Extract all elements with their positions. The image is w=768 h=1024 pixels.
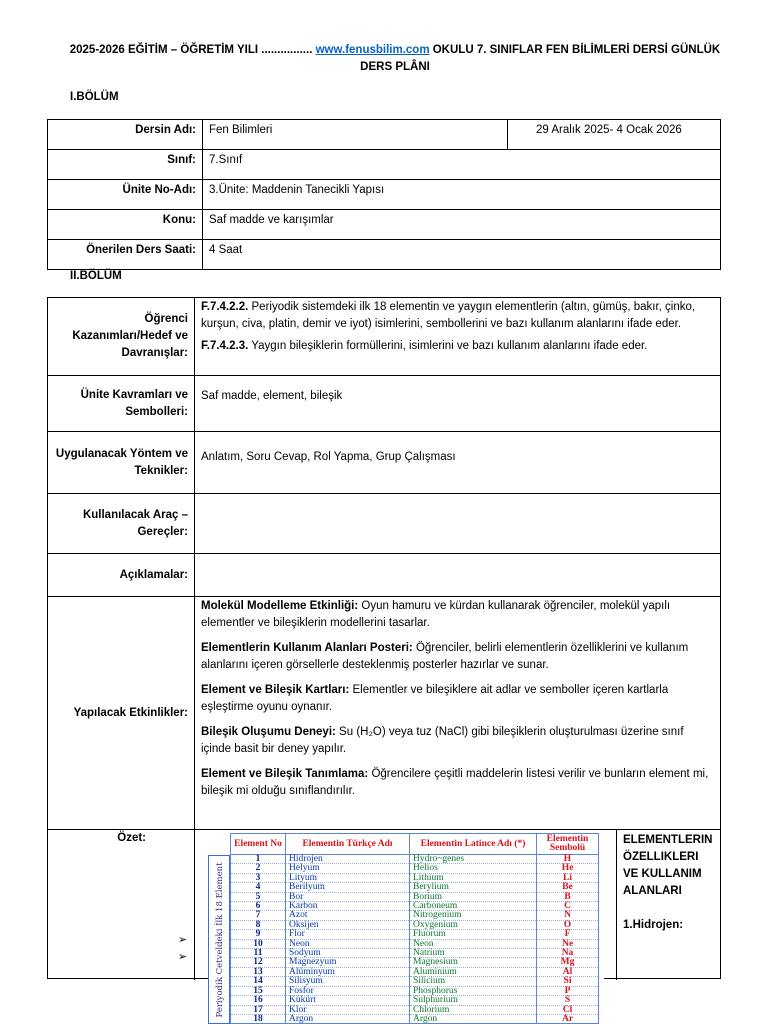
element-cell-sy: P [537,986,599,995]
element-cell-la: Lithium [410,873,537,882]
col-header-turkish: Elementin Türkçe Adı [286,834,410,855]
element-cell-la: Silicium [410,977,537,986]
activity-3-text: Elementler ve bileşiklere ait adlar ve semboller içeren kartlarla eşleştirme oyunu oynanır. [201,684,669,713]
title-text-2: OKULU 7. SINIFLAR FEN BİLİMLERİ DERSİ GÜNLÜK [429,44,721,56]
element-cell-tr: Neon [286,939,410,948]
unit-label: Ünite No-Adı: [48,180,203,210]
element-cell-la: Helios [410,864,537,873]
element-cell-tr: Flor [286,930,410,939]
summary-label: Özet: [48,830,195,980]
activity-5 [201,766,714,800]
element-cell-sy: Be [537,883,599,892]
objectives-content [201,298,714,375]
methods-label [48,432,195,493]
element-cell-sy: S [537,996,599,1005]
col-header-latin: Elementin Latince Adı (*) [410,834,537,855]
element-row [231,958,599,967]
element-cell-sy: Cl [537,1005,599,1014]
element-row [231,1005,599,1014]
element-cell-no: 12 [231,958,286,967]
activity-5-title: Element ve Bileşik Tanımlama: [201,768,369,780]
course-info-table [47,119,721,270]
class-label: Sınıf: [48,150,203,180]
element-cell-sy: Mg [537,958,599,967]
element-cell-sy: F [537,930,599,939]
notes-value [201,554,714,596]
element-cell-sy: B [537,892,599,901]
activity-3 [201,682,714,716]
activity-4 [201,724,714,758]
notes-row [48,554,720,597]
element-row [231,930,599,939]
elements-properties-title: ELEMENTLERIN ÖZELLIKLERI VE KULLANIM ALANLARI [623,834,713,897]
concepts-label-text: Ünite Kavramları ve Sembolleri: [80,388,188,418]
element-cell-sy: Ne [537,939,599,948]
activity-5-text: Öğrencilere çeşitli maddelerin listesi verilir ve bunların element mi, bileşik mi olduğu sınıflandırılır. [201,768,709,797]
objectives-label [48,298,195,375]
element-cell-tr: Fosfor [286,986,410,995]
objectives-label-text: Öğrenci Kazanımları/Hedef ve Davranışlar: [72,313,188,359]
element-cell-sy: Li [537,873,599,882]
element-cell-sy: O [537,920,599,929]
element-cell-la: Natrium [410,949,537,958]
notes-label [48,554,195,596]
element-cell-sy: Ar [537,1014,599,1023]
methods-value: Anlatım, Soru Cevap, Rol Yapma, Grup Çalışması [201,451,456,463]
section-2-label: II.BÖLÜM [70,270,122,282]
first-18-elements-image [208,833,604,1024]
element-cell-no: 7 [231,911,286,920]
elements-properties-column [616,830,720,980]
element-cell-no: 2 [231,864,286,873]
elements-table [230,833,599,1024]
element-cell-la: Aluminium [410,967,537,976]
activity-1-title: Molekül Modelleme Etkinliği: [201,600,359,612]
element-cell-la: Argon [410,1014,537,1023]
hydrogen-heading: 1.Hidrojen: [623,919,684,931]
document-title [60,42,730,76]
element-cell-tr: Helyum [286,864,410,873]
element-cell-tr: Sodyum [286,949,410,958]
class-value: 7.Sınıf [203,150,721,180]
element-cell-no: 16 [231,996,286,1005]
element-cell-sy: H [537,855,599,864]
element-row [231,883,599,892]
tools-label [48,494,195,553]
element-cell-tr: Karbon [286,902,410,911]
element-cell-no: 18 [231,1014,286,1023]
element-cell-tr: Oksijen [286,920,410,929]
element-cell-no: 8 [231,920,286,929]
element-cell-no: 15 [231,986,286,995]
tools-label-text: Kullanılacak Araç – Gereçler: [82,508,188,538]
topic-value: Saf madde ve karışımlar [203,210,721,240]
element-cell-tr: Magnezyum [286,958,410,967]
summary-bullets [178,932,187,966]
tools-value [201,494,714,553]
element-cell-la: Nitrogenium [410,911,537,920]
element-cell-sy: C [537,902,599,911]
concepts-label [48,376,195,431]
section-1-label: I.BÖLÜM [70,91,119,103]
objective-2-text: Yaygın bileşiklerin formüllerini, isimlerini ve bazı kullanım alanlarını ifade eder. [248,340,648,352]
element-cell-tr: Argon [286,1014,410,1023]
element-cell-la: Phosphorus [410,986,537,995]
activities-row [48,597,720,830]
activities-content [201,597,714,829]
topic-label: Konu: [48,210,203,240]
concepts-row [48,376,720,432]
element-row [231,1014,599,1023]
element-cell-tr: Bor [286,892,410,901]
activity-1 [201,598,714,632]
course-name-value: Fen Bilimleri [203,120,508,150]
lesson-hours-label: Önerilen Ders Saati: [48,240,203,270]
objective-1-code: F.7.4.2.2. [201,301,249,313]
element-row [231,996,599,1005]
element-cell-sy: Al [537,967,599,976]
col-header-no: Element No [231,834,286,855]
notes-label-text: Açıklamalar: [119,568,188,581]
element-cell-la: Chlorium [410,1005,537,1014]
col-header-symbol: Elementin Sembolü [537,834,599,855]
elements-side-caption-text: Periyodik Cetveldeki İlk 18 Element [215,862,225,1018]
element-row [231,864,599,873]
bullet-icon: ➢ [178,934,188,946]
element-cell-la: Fluorum [410,930,537,939]
element-cell-tr: Alüminyum [286,967,410,976]
element-cell-tr: Silisyum [286,977,410,986]
element-cell-no: 13 [231,967,286,976]
element-cell-no: 5 [231,892,286,901]
activity-1-text: Oyun hamuru ve kürdan kullanarak öğrenciler, molekül yapılı elementler ve bileşiklerin modellerini tasarlar. [201,600,671,629]
element-row [231,911,599,920]
objectives-row [48,298,720,376]
title-line-2: DERS PLÂNI [360,61,430,73]
date-range: 29 Aralık 2025- 4 Ocak 2026 [508,120,721,150]
element-cell-tr: Berilyum [286,883,410,892]
element-cell-sy: N [537,911,599,920]
bullet-icon: ➢ [178,951,188,963]
activity-2-text: Öğrenciler, belirli elementlerin özelliklerini ve kullanım alanlarını içeren görsellerle desteklenmiş posterler hazırlar ve sunar. [201,642,689,671]
activities-label-text: Yapılacak Etkinlikler: [73,706,188,719]
objective-1-text: Periyodik sistemdeki ilk 18 elementin ve yaygın elementlerin (altın, gümüş, bakır, çinko, kurşun, civa, platin, demir ve iyot) isimlerini, sembollerini ve bazı kullanım alanlarını ifade eder. [201,301,696,330]
element-cell-no: 14 [231,977,286,986]
objective-2-code: F.7.4.2.3. [201,340,249,352]
course-name-label: Dersin Adı: [48,120,203,150]
element-row [231,977,599,986]
element-cell-tr: Hidrojen [286,855,410,864]
concepts-value: Saf madde, element, bileşik [201,390,343,402]
element-cell-tr: Azot [286,911,410,920]
element-cell-no: 11 [231,949,286,958]
element-cell-la: Borium [410,892,537,901]
tools-row [48,494,720,554]
activity-2 [201,640,714,674]
element-cell-sy: Si [537,977,599,986]
activities-label [48,597,195,829]
activity-2-title: Elementlerin Kullanım Alanları Posteri: [201,642,413,654]
element-cell-la: Sulphurium [410,996,537,1005]
title-text: 2025-2026 EĞİTİM – ÖĞRETİM YILI ................ [69,44,316,56]
element-cell-no: 3 [231,873,286,882]
activity-4-text: Su (H₂O) veya tuz (NaCl) gibi bileşiklerin oluşturulması üzerine sınıf içinde basit bir deney yapılır. [201,726,684,755]
element-cell-la: Hydro~genes [410,855,537,864]
element-cell-la: Neon [410,939,537,948]
element-cell-la: Magnesium [410,958,537,967]
methods-row [48,432,720,494]
element-cell-no: 4 [231,883,286,892]
element-cell-tr: Klor [286,1005,410,1014]
element-cell-no: 6 [231,902,286,911]
element-cell-no: 9 [231,930,286,939]
website-link[interactable]: www.fenusbilim.com [315,44,430,56]
lesson-hours-value: 4 Saat [203,240,721,270]
element-cell-no: 10 [231,939,286,948]
element-cell-la: Oxygenium [410,920,537,929]
elements-side-caption [208,855,230,1024]
unit-value: 3.Ünite: Maddenin Tanecikli Yapısı [203,180,721,210]
activity-4-title: Bileşik Oluşumu Deneyi: [201,726,336,738]
element-cell-sy: Na [537,949,599,958]
methods-label-text: Uygulanacak Yöntem ve Teknikler: [55,447,188,477]
activity-3-title: Element ve Bileşik Kartları: [201,684,350,696]
element-cell-sy: He [537,864,599,873]
element-cell-la: Berylium [410,883,537,892]
element-cell-no: 1 [231,855,286,864]
element-cell-la: Carboneum [410,902,537,911]
element-cell-tr: Lityum [286,873,410,882]
element-cell-tr: Kükürt [286,996,410,1005]
element-cell-no: 17 [231,1005,286,1014]
